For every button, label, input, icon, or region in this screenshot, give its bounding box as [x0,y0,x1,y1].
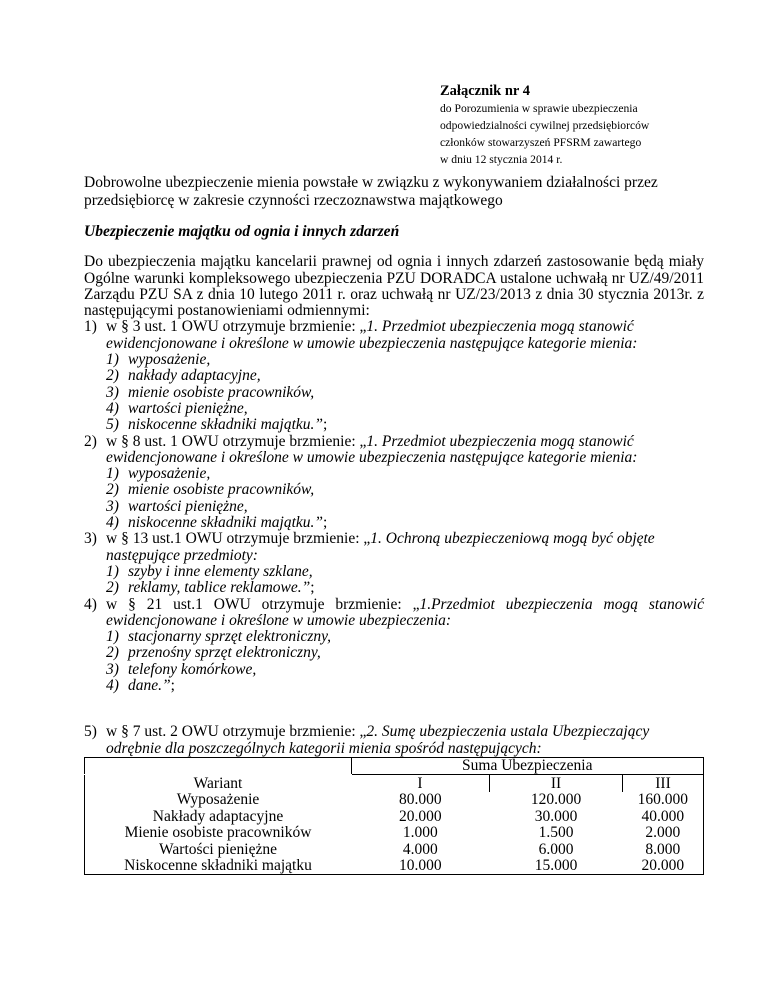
sub-item [106,352,704,368]
item-quote: 1. Ochroną ubezpieczeniową mogą być objęte następujące przedmioty: [106,530,655,564]
sub-item-text: wartości pieniężne, [128,497,248,515]
sub-item [106,564,704,580]
group-header-cell: Suma Ubezpieczenia [351,757,704,775]
sub-list [106,564,704,597]
column-header-cell: III [655,774,671,792]
item-lead: w § 3 ust. 1 OWU otrzymuje brzmienie: „ [106,318,367,336]
sub-item-number: 2) [106,481,119,499]
list-item [84,531,704,596]
value-cell: 120.000 [530,791,582,809]
sub-item-number: 4) [106,399,119,417]
value-cell: 4.000 [402,840,438,858]
sub-item-number: 4) [106,677,119,695]
value-cell: 15.000 [534,857,578,875]
item-number: 3) [84,530,97,548]
sub-list [106,466,704,531]
sub-item [106,401,704,417]
document-body [84,174,704,875]
value-cell: 80.000 [398,791,442,809]
item-number: 5) [84,723,97,741]
list-item [84,434,704,532]
value-cell: 8.000 [645,840,681,858]
sub-item-text: mienie osobiste pracowników, [128,383,315,401]
table-row [85,825,704,842]
sub-item-text: reklamy, tablice reklamowe.” [128,579,311,597]
value-cell: 20.000 [398,807,442,825]
main-paragraph: Do ubezpieczenia majątku kancelarii prawnej od ognia i innych zdarzeń zastosowanie będą miały Ogólne warunki kompleksowego ubezpieczenia PZU DORADCA ustalone uchwałą nr UZ/49/2011 Zarządu PZU SA z dnia 10 lutego 2011 r. oraz uchwałą nr UZ/23/2013 z dnia 30 stycznia 2013r. z następującymi postanowieniami odmiennymi: [84,253,704,320]
sub-item-number: 1) [106,351,119,369]
sub-item-text: telefony komórkowe, [128,660,257,678]
sub-item-number: 2) [106,367,119,385]
table-row [85,808,704,825]
list-item [84,319,704,433]
item-quote: 1. Przedmiot ubezpieczenia mogą stanowić ewidencjonowane i określone w umowie ubezpieczenia następujące kategorie mienia: [106,318,638,352]
sub-item-text: stacjonarny sprzęt elektroniczny, [128,628,332,646]
row-label-cell: Wartości pieniężne [159,840,277,858]
table-column-header-row [85,775,704,792]
sub-item [106,417,704,433]
row-label-cell: Mienie osobiste pracowników [124,824,312,842]
sub-item-text: nakłady adaptacyjne, [128,367,261,385]
sub-item-number: 3) [106,497,119,515]
list-item [84,724,704,757]
value-cell: 1.000 [402,824,438,842]
value-cell: 2.000 [645,824,681,842]
annex-line: odpowiedzialności cywilnej przedsiębiorców [440,119,650,132]
sub-item [106,662,704,678]
sub-item [106,385,704,401]
item-lead: w § 13 ust.1 OWU otrzymuje brzmienie: „ [106,530,371,548]
annex-title: Załącznik nr 4 [440,83,530,99]
value-cell: 40.000 [641,807,685,825]
item-quote: 1. Przedmiot ubezpieczenia mogą stanowić ewidencjonowane i określone w umowie ubezpieczenia następujące kategorie mienia: [106,432,638,466]
annex-line: do Porozumienia w sprawie ubezpieczenia [440,102,638,115]
item-number: 2) [84,432,97,450]
item-lead: w § 7 ust. 2 OWU otrzymuje brzmienie: „ [106,723,367,741]
sub-item [106,645,704,661]
amendment-list [84,319,704,756]
item-end: ; [170,677,175,695]
table-row [85,792,704,809]
item-lead: w § 8 ust. 1 OWU otrzymuje brzmienie: „ [106,432,367,450]
column-header-cell: I [417,774,423,792]
annex-header [440,82,649,168]
item-end: ; [323,416,328,434]
annex-line: w dniu 12 stycznia 2014 r. [440,153,563,166]
item-number: 4) [84,595,97,613]
column-header-cell: II [490,775,623,792]
sub-item-text: wyposażenie, [128,465,211,483]
sub-item [106,482,704,498]
sub-item [106,499,704,515]
value-cell: 10.000 [398,857,442,875]
sub-item [106,678,704,694]
value-cell: 6.000 [538,840,574,858]
row-label-cell: Nakłady adaptacyjne [152,807,284,825]
table-group-header-row [85,757,704,775]
item-end: ; [310,579,315,597]
sub-item-text: niskocenne składniki majątku.” [128,416,323,434]
annex-line: członków stowarzyszeń PFSRM zawartego [440,136,642,149]
sub-item-number: 1) [106,465,119,483]
sub-item-number: 3) [106,383,119,401]
sum-insured-table [84,757,704,876]
row-label-cell: Wyposażenie [176,791,260,809]
item-lead: w § 21 ust.1 OWU otrzymuje brzmienie: „ [106,595,420,613]
sub-item [106,580,704,596]
sub-item-text: dane.” [128,677,171,695]
sub-item [106,466,704,482]
sub-item [106,515,704,531]
list-item [84,597,704,695]
sub-item-text: mienie osobiste pracowników, [128,481,315,499]
value-cell: 160.000 [637,791,688,809]
sub-item-text: niskocenne składniki majątku.” [128,514,323,532]
value-cell: 30.000 [534,807,578,825]
section-heading: Ubezpieczenie majątku od ognia i innych zdarzeń [84,223,400,240]
item-end: ; [323,514,328,532]
sub-item-number: 5) [106,416,119,434]
spacer [84,694,704,724]
table-row [85,841,704,858]
value-cell: 1.500 [538,824,574,842]
item-quote: 2. Sumę ubezpieczenia ustala Ubezpieczający odrębnie dla poszczególnych kategorii mienia spośród następujących: [106,723,650,757]
intro-text: Dobrowolne ubezpieczenie mienia powstałe w związku z wykonywaniem działalności przez przedsiębiorcę w zakresie czynności rzeczoznawstwa majątkowego [84,174,658,209]
value-cell: 20.000 [641,857,685,875]
sub-item-text: wartości pieniężne, [128,399,248,417]
sub-item-number: 1) [106,562,119,580]
sub-list [106,352,704,433]
row-header-cell: Wariant [193,774,243,792]
sub-item-text: przenośny sprzęt elektroniczny, [128,644,321,662]
sub-item-number: 1) [106,628,119,646]
sub-item-text: szyby i inne elementy szklane, [128,562,313,580]
sub-item-number: 3) [106,660,119,678]
row-label-cell: Niskocenne składniki majątku [124,857,312,875]
sub-item [106,629,704,645]
sub-item [106,368,704,384]
table-row [85,858,704,875]
sub-list [106,629,704,694]
sub-item-number: 2) [106,579,119,597]
sub-item-text: wyposażenie, [128,351,211,369]
sub-item-number: 2) [106,644,119,662]
item-quote: 1.Przedmiot ubezpieczenia mogą stanowić ewidencjonowane i określone w umowie ubezpieczenia: [106,595,704,629]
sub-item-number: 4) [106,514,119,532]
item-number: 1) [84,318,97,336]
table-empty-cell [85,757,352,775]
